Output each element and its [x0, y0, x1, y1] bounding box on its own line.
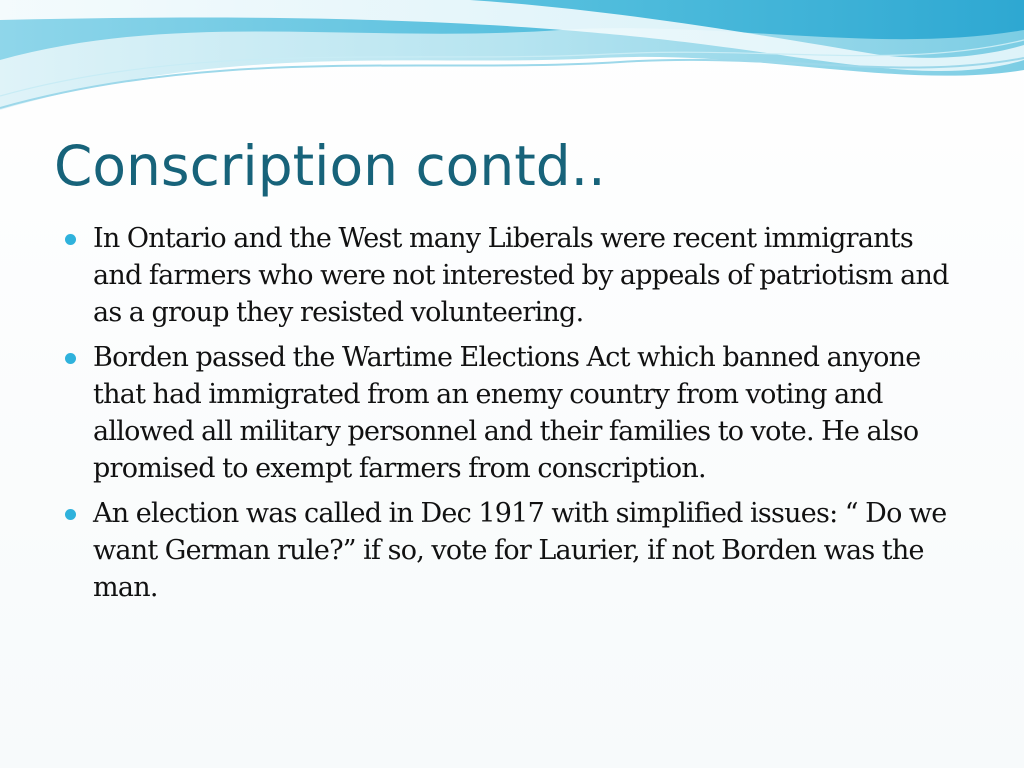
slide-title: Conscription contd..: [54, 134, 606, 198]
bullet-dot-icon: [65, 353, 76, 364]
bullet-text: An election was called in Dec 1917 with simplified issues: “ Do we want German rule?” if so, vote for Laurier, if not Borden was the man.: [93, 498, 947, 603]
bullet-text: In Ontario and the West many Liberals were recent immigrants and farmers who were not interested by appeals of patriotism and as a group they resisted volunteering.: [93, 223, 949, 328]
bullet-dot-icon: [65, 234, 76, 245]
bullet-item: [60, 495, 960, 606]
bullet-text: Borden passed the Wartime Elections Act which banned anyone that had immigrated from an enemy country from voting and allowed all military personnel and their families to vote. He also promised to exempt farmers from conscription.: [93, 342, 921, 484]
bullet-dot-icon: [65, 509, 76, 520]
bullet-list: [60, 220, 960, 614]
bullet-item: [60, 220, 960, 331]
wave-banner-decoration: [0, 0, 1024, 130]
bullet-item: [60, 339, 960, 487]
